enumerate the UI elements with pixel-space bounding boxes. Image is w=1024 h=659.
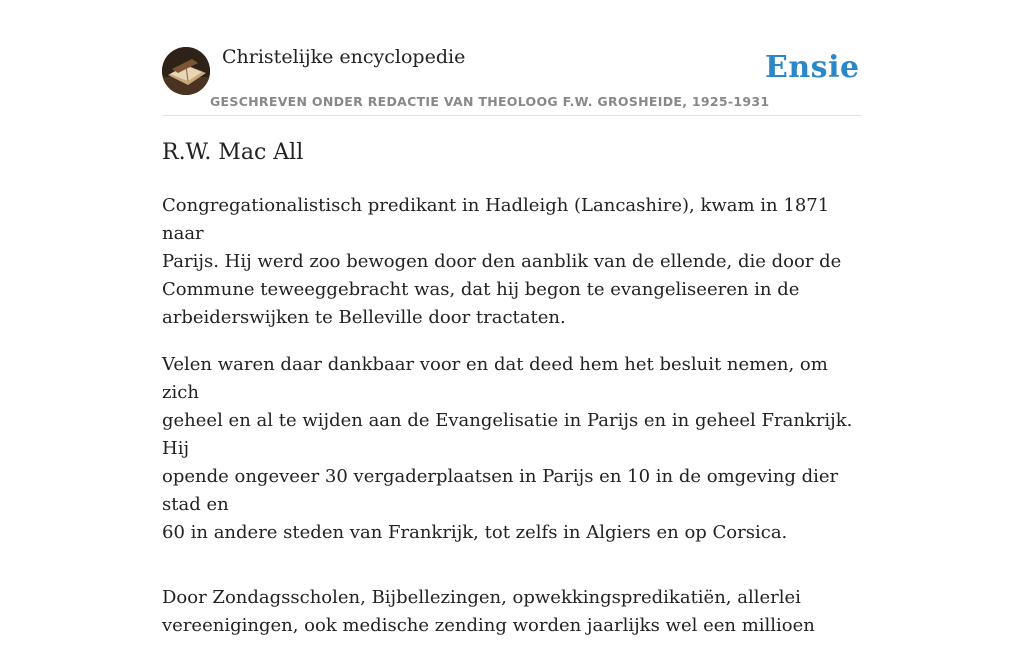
brand-logo[interactable]: Ensie bbox=[765, 50, 860, 85]
article-paragraph: Door Zondagsscholen, Bijbellezingen, opwekkingspredikatiën, allerlei vereenigingen, ook medische zending worden jaarlijks wel een millioen bbox=[162, 587, 815, 636]
site-subtitle: GESCHREVEN ONDER REDACTIE VAN THEOLOOG F.W. GROSHEIDE, 1925-1931 bbox=[210, 94, 770, 109]
site-title[interactable]: Christelijke encyclopedie bbox=[222, 46, 466, 68]
page-title: R.W. Mac All bbox=[162, 140, 304, 165]
article-paragraph: Congregationalistisch predikant in Hadleigh (Lancashire), kwam in 1871 naar Parijs. Hij werd zoo bewogen door den aanblik van de ellende, die door de Commune teweeggebracht was, dat hij begon te evangeliseeren in de arbeiderswijken te Belleville door tractaten. bbox=[162, 195, 842, 328]
site-logo[interactable] bbox=[162, 47, 210, 95]
book-photo-icon bbox=[162, 47, 210, 95]
header-divider bbox=[162, 115, 862, 116]
article-paragraph: Velen waren daar dankbaar voor en dat deed hem het besluit nemen, om zich geheel en al te wijden aan de Evangelisatie in Parijs en in geheel Frankrijk. Hij opende ongeveer 30 vergaderplaatsen in Parijs en 10 in de omgeving dier stad en 60 in andere steden van Frankrijk, tot zelfs in Algiers en op Corsica. bbox=[162, 354, 853, 543]
article-body bbox=[162, 192, 862, 659]
